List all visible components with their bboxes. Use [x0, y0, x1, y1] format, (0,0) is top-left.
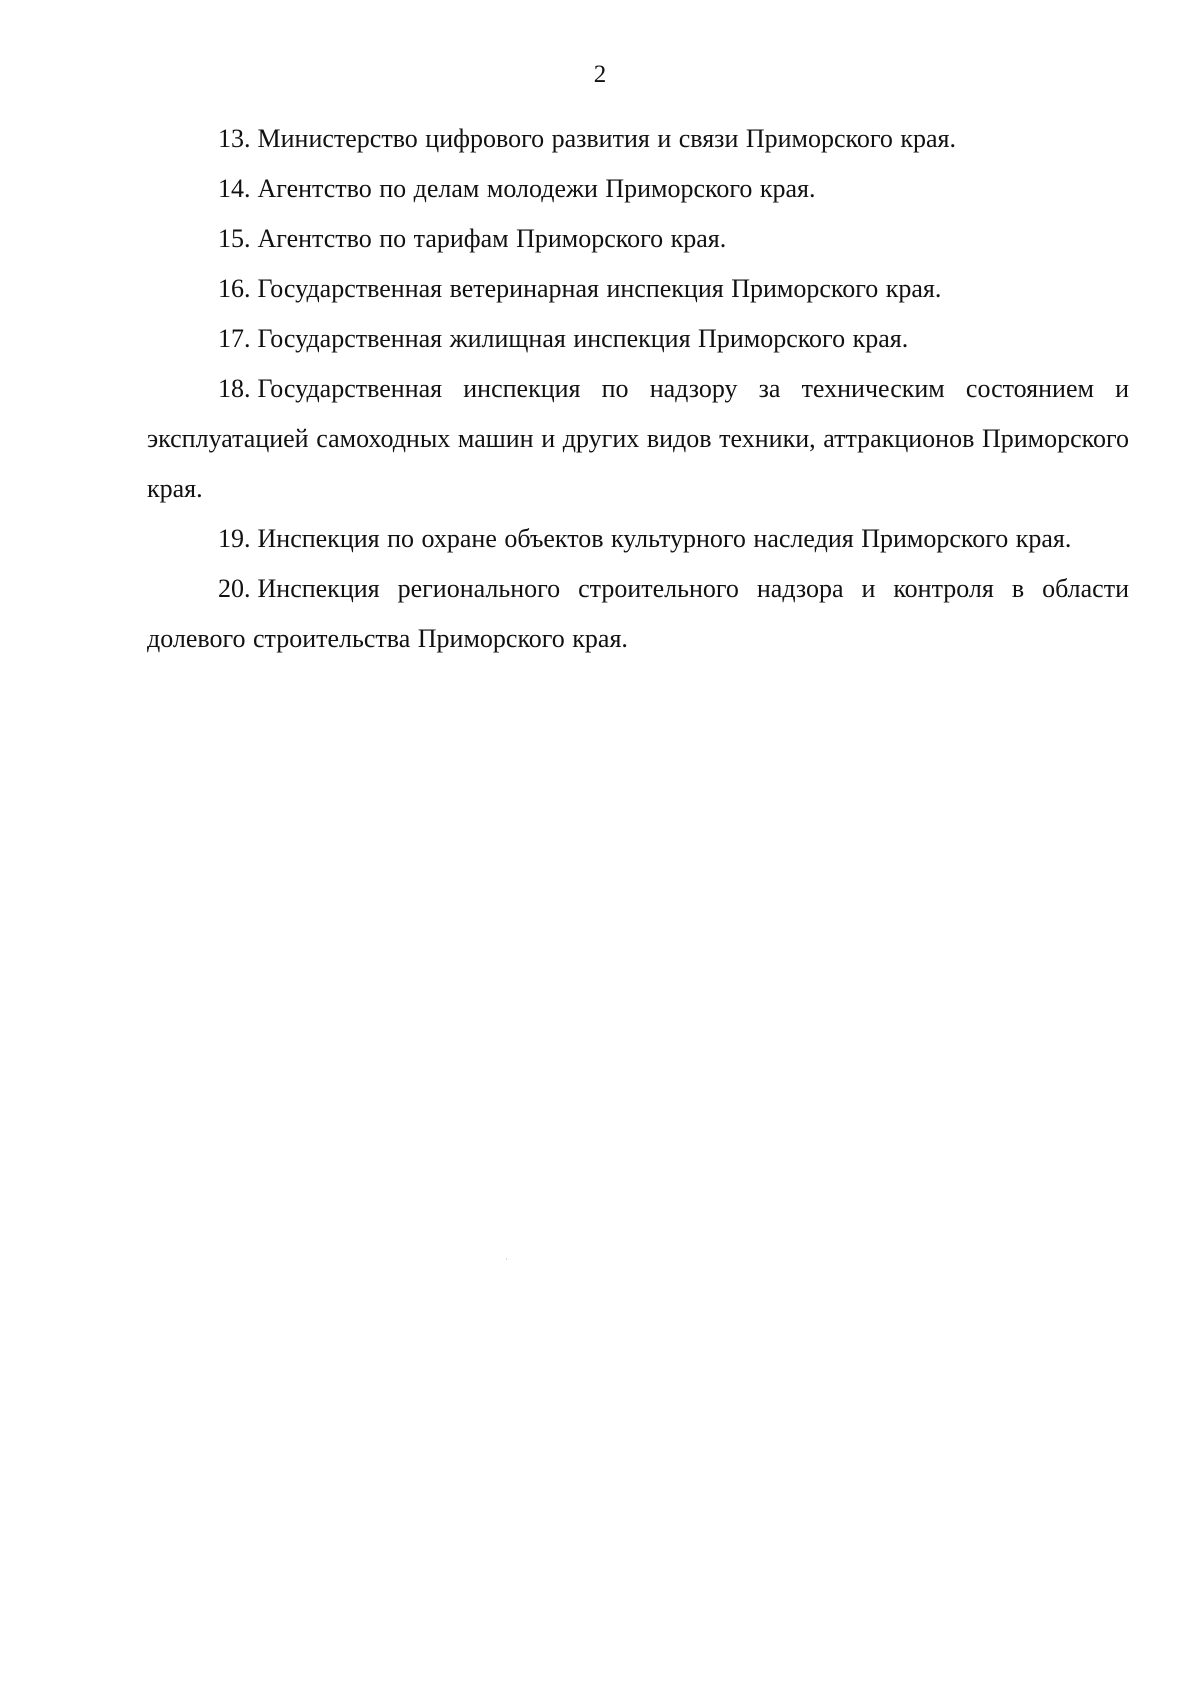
item-text: Инспекция по охране объектов культурного наследия Приморского края.	[257, 524, 1072, 553]
list-item	[147, 314, 1129, 364]
item-number: 18.	[218, 374, 251, 403]
item-text: Агентство по делам молодежи Приморского края.	[257, 174, 816, 203]
list-item	[147, 164, 1129, 214]
page-number: 2	[593, 61, 607, 88]
item-text: Государственная инспекция по надзору за техническим состоянием и эксплуатацией самоходных машин и других видов техники, аттракционов Приморского края.	[147, 374, 1129, 503]
list-item	[147, 564, 1129, 664]
list-item	[147, 264, 1129, 314]
item-text: Государственная жилищная инспекция Приморского края.	[257, 324, 909, 353]
item-number: 14.	[218, 174, 251, 203]
item-number: 20.	[218, 574, 251, 603]
item-number: 13.	[218, 124, 251, 153]
scan-speck	[506, 1258, 507, 1260]
list-item	[147, 214, 1129, 264]
item-text: Министерство цифрового развития и связи Приморского края.	[257, 124, 957, 153]
item-text: Инспекция регионального строительного надзора и контроля в области долевого строительства Приморского края.	[147, 574, 1129, 653]
agency-list	[147, 114, 1129, 664]
item-text: Агентство по тарифам Приморского края.	[257, 224, 727, 253]
item-number: 19.	[218, 524, 251, 553]
list-item	[147, 114, 1129, 164]
item-number: 16.	[218, 274, 251, 303]
list-item	[147, 514, 1129, 564]
item-number: 15.	[218, 224, 251, 253]
item-number: 17.	[218, 324, 251, 353]
item-text: Государственная ветеринарная инспекция Приморского края.	[257, 274, 942, 303]
list-item	[147, 364, 1129, 514]
